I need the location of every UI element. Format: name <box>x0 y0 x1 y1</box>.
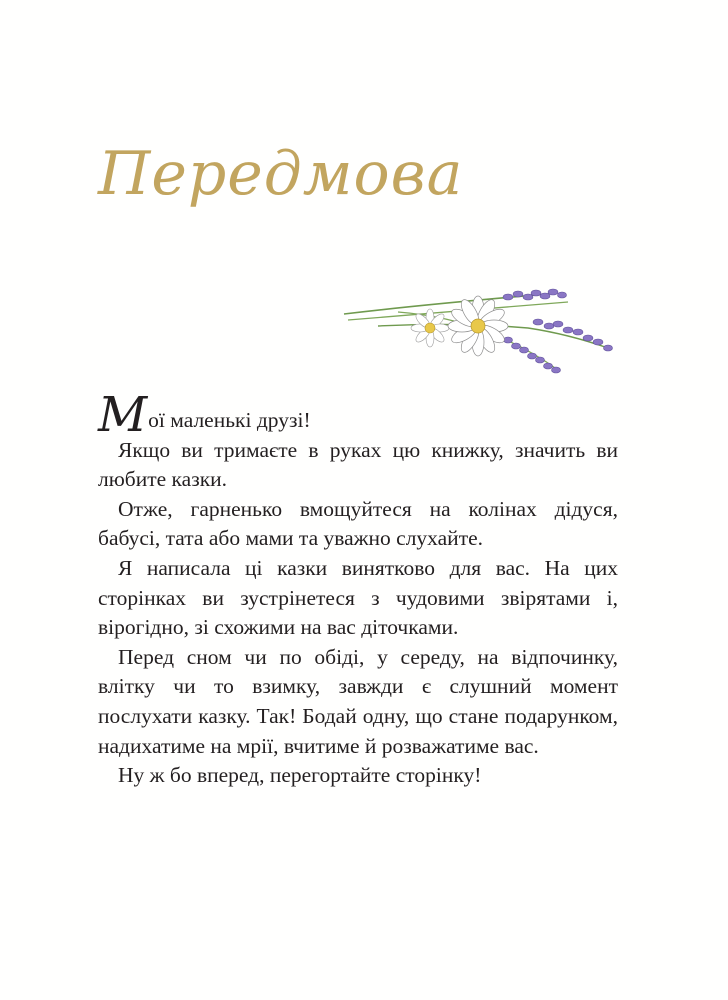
page-title: Передмова <box>98 139 464 209</box>
lavender-daisy-sprig-icon <box>338 282 618 392</box>
paragraph: Отже, гарненько вмощуйтеся на колінах дідуся, бабусі, тата або мами та уважно слухайте. <box>98 496 618 551</box>
greeting-line <box>98 387 618 443</box>
paragraph: Я написала ці казки винятково для вас. На цих сторінках ви зустрінетеся з чудовими звірятами і, вірогідно, зі схожими на вас діточками. <box>98 555 618 640</box>
decorative-initial: М <box>98 387 148 443</box>
greeting-text: ої маленькі друзі! <box>148 408 311 432</box>
paragraph: Якщо ви тримаєте в руках цю книжку, значить ви любите казки. <box>98 437 618 492</box>
paragraph: Перед сном чи по обіді, у середу, на відпочинку, влітку чи то взимку, завжди є слушний момент послухати казку. Так! Бодай одну, що стане подарунком, надихатиме на мрії, вчитиме й розважатиме вас. <box>98 644 618 758</box>
preface-text <box>98 387 618 791</box>
paragraph: Ну ж бо вперед, перегортайте сторінку! <box>118 763 482 788</box>
